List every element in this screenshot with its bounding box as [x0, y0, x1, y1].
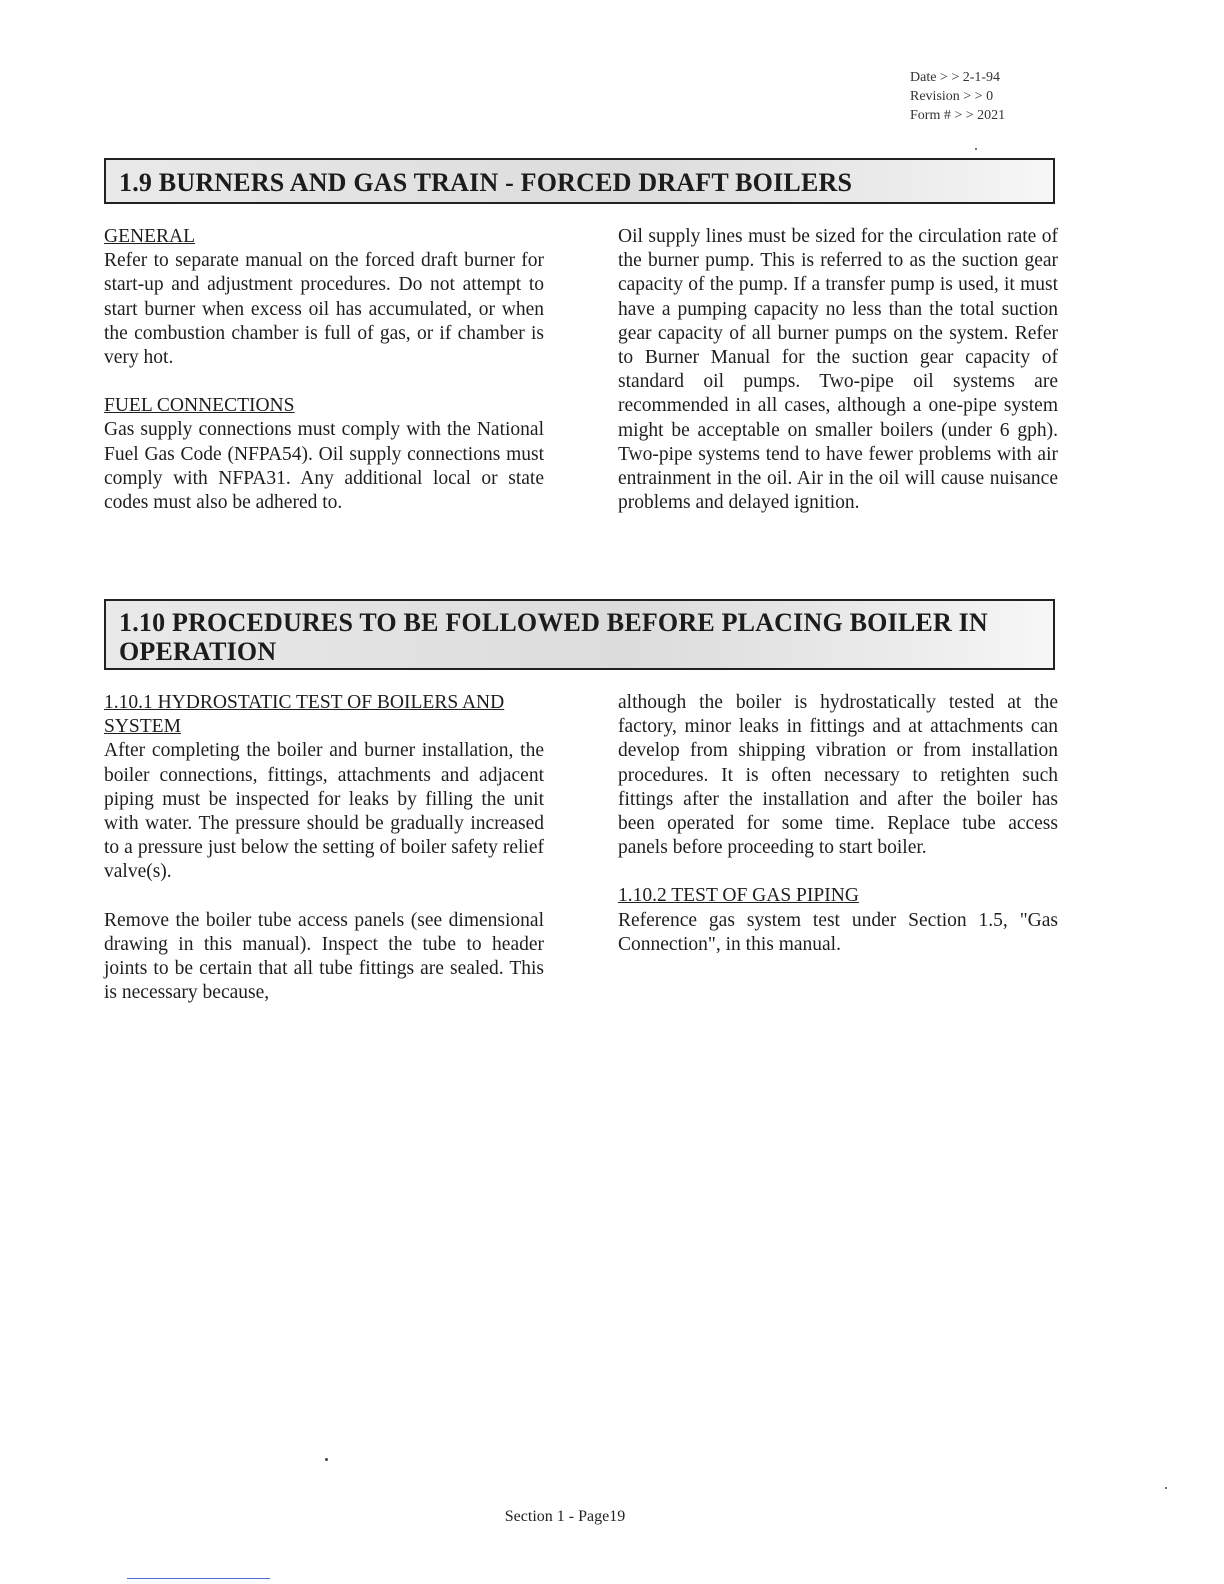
revision-line: Revision > > 0: [910, 89, 994, 104]
page-footer: Section 1 - Page19: [504, 1508, 626, 1525]
date-line: Date > > 2-1-94: [910, 70, 1001, 85]
fuel-connections-paragraph: Gas supply connections must comply with the National Fuel Gas Code (NFPA54). Oil supply connections must comply with NFPA31. Any additional local or state codes must also be adhered to.: [104, 419, 544, 514]
gas-piping-paragraph: Reference gas system test under Section 1.5, "Gas Connection", in this manual.: [618, 909, 1058, 955]
section-1-9-right-column: [618, 225, 1058, 515]
scan-speck: [1165, 1487, 1167, 1489]
section-1-10-right-column: [618, 691, 1058, 957]
general-heading: GENERAL: [104, 226, 195, 247]
scan-speck: [325, 1458, 328, 1461]
hydrostatic-paragraph-2: Remove the boiler tube access panels (see dimensional drawing in this manual). Inspect the tube to header joints to be certain that all tube fittings are sealed. This is necessary because,: [104, 909, 544, 1004]
section-1-10-header: [104, 599, 1055, 670]
footer-rule: [127, 1578, 270, 1579]
fuel-connections-heading: FUEL CONNECTIONS: [104, 395, 295, 417]
hydrostatic-paragraph-1: After completing the boiler and burner installation, the boiler connections, fittings, attachments and adjacent piping must be inspected for leaks by filling the unit with water. The pressure should be gradually increased to a pressure just below the setting of boiler safety relief valve(s).: [104, 740, 544, 883]
section-1-9-title: 1.9 BURNERS AND GAS TRAIN - FORCED DRAFT BOILERS: [119, 168, 853, 197]
document-meta: [910, 68, 1005, 125]
oil-supply-paragraph: Oil supply lines must be sized for the circulation rate of the burner pump. This is referred to as the suction gear capacity of the pump. If a transfer pump is used, it must have a pumping capacity no less than the total suction gear capacity of all burner pumps on the system. Refer to Burner Manual for the suction gear capacity of standard oil pumps. Two-pipe oil systems are recommended in all cases, although a one-pipe system might be acceptable on smaller boilers (under 6 gph). Two-pipe systems tend to have fewer problems with air entrainment in the oil. Air in the oil will cause nuisance problems and delayed ignition.: [618, 226, 1058, 514]
form-line: Form # > > 2021: [910, 108, 1006, 123]
section-1-9-left-column: [104, 225, 544, 515]
hydrostatic-test-heading: 1.10.1 HYDROSTATIC TEST OF BOILERS AND SYSTEM: [104, 692, 505, 738]
section-1-10-title-line1: 1.10 PROCEDURES TO BE FOLLOWED BEFORE PLACING BOILER IN: [119, 608, 988, 637]
general-paragraph: Refer to separate manual on the forced draft burner for start-up and adjustment procedures. Do not attempt to start burner when excess oil has accumulated, or when the combustion chamber is full of gas, or if chamber is very hot.: [104, 250, 544, 369]
hydrostatic-paragraph-3: although the boiler is hydrostatically tested at the factory, minor leaks in fittings and at attachments can develop from shipping vibration or from installation procedures. It is often necessary to retighten such fittings after the installation and after the boiler has been operated for some time. Replace tube access panels before proceeding to start boiler.: [618, 692, 1058, 859]
section-1-10-title: [119, 608, 1019, 666]
gas-piping-test-heading: 1.10.2 TEST OF GAS PIPING: [618, 885, 859, 907]
section-1-9-header: [104, 158, 1055, 204]
section-1-10-left-column: [104, 691, 544, 1005]
scan-speck: [975, 148, 977, 150]
section-1-10-title-line2: OPERATION: [119, 637, 277, 666]
